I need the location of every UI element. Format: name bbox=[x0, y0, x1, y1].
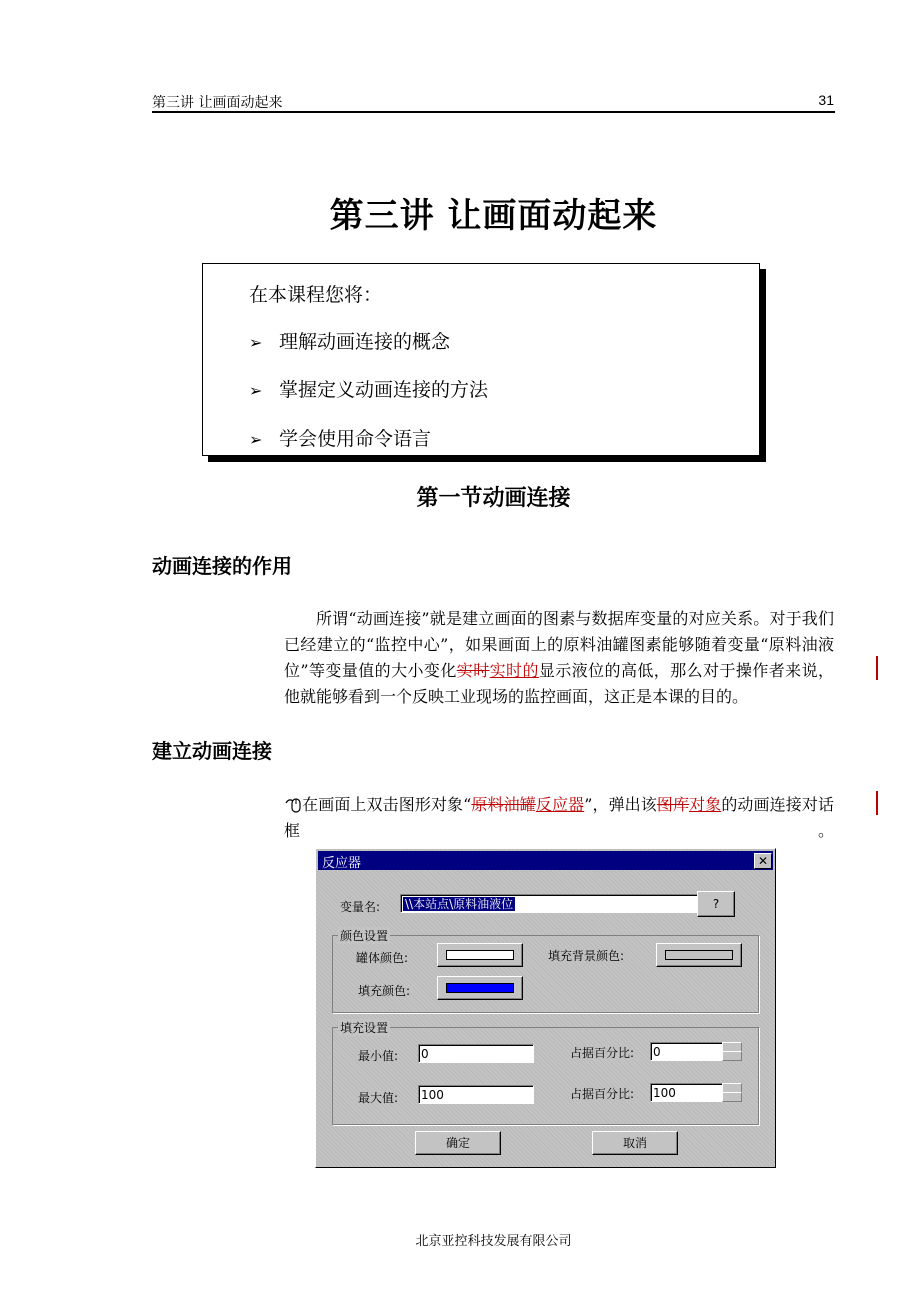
inserted-text: 实时的 bbox=[489, 661, 539, 680]
arrow-bullet-icon: ➢ bbox=[249, 333, 263, 352]
page-number: 31 bbox=[818, 92, 834, 108]
fill-background-color-button[interactable] bbox=[656, 943, 742, 967]
inserted-text: 反应器 bbox=[535, 795, 585, 814]
running-header-title: 第三讲 让画面动起来 bbox=[152, 95, 283, 111]
tank-color-swatch bbox=[446, 950, 514, 960]
arrow-bullet-icon: ➢ bbox=[249, 381, 263, 400]
ok-button[interactable]: 确定 bbox=[415, 1131, 501, 1155]
dialog-title: 反应器 bbox=[322, 856, 362, 871]
deleted-text: 图库 bbox=[656, 795, 690, 814]
objectives-intro: 在本课程您将： bbox=[249, 284, 383, 306]
deleted-text: 原料油罐 bbox=[471, 795, 536, 814]
inserted-text: 对象 bbox=[689, 795, 722, 814]
fill-settings-label: 填充设置 bbox=[340, 1021, 389, 1035]
max-percent-input[interactable]: 100 bbox=[650, 1083, 742, 1102]
section-title: 第一节动画连接 bbox=[416, 486, 571, 511]
spin-down-icon[interactable] bbox=[722, 1051, 742, 1061]
min-percent-spinner[interactable] bbox=[722, 1042, 742, 1061]
dialog-titlebar bbox=[318, 851, 773, 870]
max-percent-spinner[interactable] bbox=[722, 1083, 742, 1102]
spin-down-icon[interactable] bbox=[722, 1092, 742, 1102]
fill-color-button[interactable] bbox=[437, 976, 523, 1000]
mouse-icon bbox=[284, 795, 302, 813]
max-value-label: 最大值: bbox=[358, 1091, 399, 1105]
objective-item: ➢ 理解动画连接的概念 bbox=[249, 331, 451, 353]
change-bar bbox=[876, 791, 878, 815]
footer-company: 北京亚控科技发展有限公司 bbox=[415, 1234, 572, 1249]
max-percent-label: 占据百分比: bbox=[570, 1087, 635, 1101]
color-settings-label: 颜色设置 bbox=[340, 929, 389, 943]
header-rule bbox=[152, 111, 835, 113]
fill-background-color-label: 填充背景颜色: bbox=[548, 949, 625, 963]
browse-variable-button[interactable]: ? bbox=[697, 891, 735, 917]
tank-color-button[interactable] bbox=[437, 943, 523, 967]
min-value-label: 最小值: bbox=[358, 1049, 399, 1063]
objective-item: ➢ 学会使用命令语言 bbox=[249, 428, 432, 450]
deleted-text: 实时 bbox=[456, 661, 490, 680]
paragraph-purpose: 所谓“动画连接”就是建立画面的图素与数据库变量的对应关系。对于我们已经建立的“监控中心”，如果画面上的原料油罐图素能够随着变量“原料油液位”等变量值的大小变化实时实时的显示液位的高低，那么对于操作者来说，他就能够看到一个反映工业现场的监控画面，这正是本课的目的。 bbox=[284, 609, 834, 706]
chapter-title: 第三讲 让画面动起来 bbox=[329, 196, 658, 236]
min-percent-input[interactable]: 0 bbox=[650, 1042, 742, 1061]
arrow-bullet-icon: ➢ bbox=[249, 430, 263, 449]
change-bar bbox=[876, 656, 878, 680]
subsection-title-create: 建立动画连接 bbox=[152, 739, 272, 763]
fill-color-label: 填充颜色: bbox=[358, 984, 411, 998]
tank-color-label: 罐体颜色: bbox=[356, 951, 409, 965]
objective-item: ➢ 掌握定义动画连接的方法 bbox=[249, 379, 489, 401]
subsection-title-purpose: 动画连接的作用 bbox=[152, 554, 292, 578]
close-icon[interactable]: ✕ bbox=[754, 853, 772, 869]
cancel-button[interactable]: 取消 bbox=[592, 1131, 678, 1155]
paragraph-create: 在画面上双击图形对象“原料油罐反应器”，弹出该图库对象的动画连接对话框。 bbox=[284, 795, 834, 840]
animation-link-dialog bbox=[315, 848, 776, 1168]
min-percent-label: 占据百分比: bbox=[570, 1046, 635, 1060]
variable-name-label: 变量名: bbox=[340, 900, 381, 914]
objectives-box bbox=[202, 263, 760, 456]
max-value-input[interactable]: 100 bbox=[418, 1085, 534, 1104]
fill-color-swatch bbox=[446, 983, 514, 993]
variable-name-input[interactable]: \\本站点\原料油液位 bbox=[400, 894, 718, 913]
min-value-input[interactable]: 0 bbox=[418, 1044, 534, 1063]
fill-background-color-swatch bbox=[665, 950, 733, 960]
